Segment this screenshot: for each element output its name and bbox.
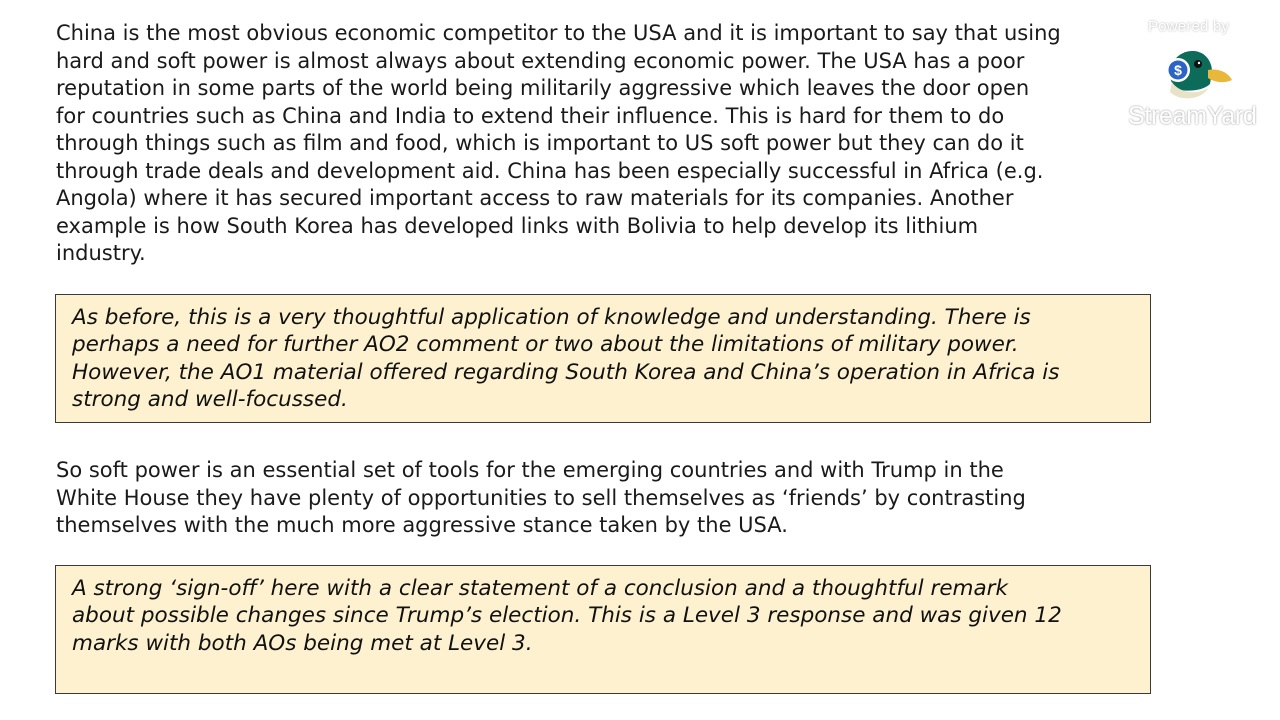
text-line: reputation in some parts of the world being militarily aggressive which leaves the door open [56, 76, 1030, 100]
examiner-comment-box-1 [55, 294, 1151, 423]
text-line: through trade deals and development aid. China has been especially successful in Africa (e.g. [56, 158, 1044, 183]
text-line: example is how South Korea has developed links with Bolivia to help develop its lithium [56, 213, 979, 238]
streamyard-duck-icon [1162, 44, 1234, 104]
examiner-comment-box-2 [55, 565, 1151, 694]
text-line: industry. [56, 241, 146, 265]
comment-line: A strong ‘sign-off’ here with a clear statement of a conclusion and a thoughtful remark [72, 576, 1008, 601]
text-line: through things such as film and food, which is important to US soft power but they can do it [56, 131, 1024, 155]
text-line: for countries such as China and India to extend their influence. This is hard for them to do [56, 103, 1005, 128]
svg-text:$: $ [1174, 62, 1182, 78]
streamyard-watermark [1128, 18, 1268, 133]
text-line: White House they have plenty of opportunities to sell themselves as ‘friends’ by contrasting [56, 485, 1026, 510]
text-line: hard and soft power is almost always about extending economic power. The USA has a poor [56, 48, 1025, 73]
essay-paragraph-2 [56, 457, 1151, 540]
comment-line: about possible changes since Trump’s election. This is a Level 3 response and was given 12 [72, 603, 1062, 629]
comment-line: strong and well-focussed. [72, 386, 348, 412]
powered-by-label: Powered by [1148, 18, 1230, 35]
streamyard-brand-label: StreamYard [1128, 102, 1257, 130]
comment-line: marks with both AOs being met at Level 3. [72, 630, 533, 656]
essay-paragraph-1 [56, 20, 1156, 268]
text-line: China is the most obvious economic competitor to the USA and it is important to say that using [56, 21, 1061, 45]
text-line: So soft power is an essential set of tools for the emerging countries and with Trump in the [56, 458, 1004, 482]
text-line: Angola) where it has secured important access to raw materials for its companies. Another [56, 186, 1014, 210]
comment-line: perhaps a need for further AO2 comment or two about the limitations of military power. [72, 332, 1019, 358]
comment-line: However, the AO1 material offered regarding South Korea and China’s operation in Africa is [72, 359, 1060, 385]
text-line: themselves with the much more aggressive stance taken by the USA. [56, 513, 788, 537]
comment-line: As before, this is a very thoughtful application of knowledge and understanding. There is [72, 305, 1031, 330]
